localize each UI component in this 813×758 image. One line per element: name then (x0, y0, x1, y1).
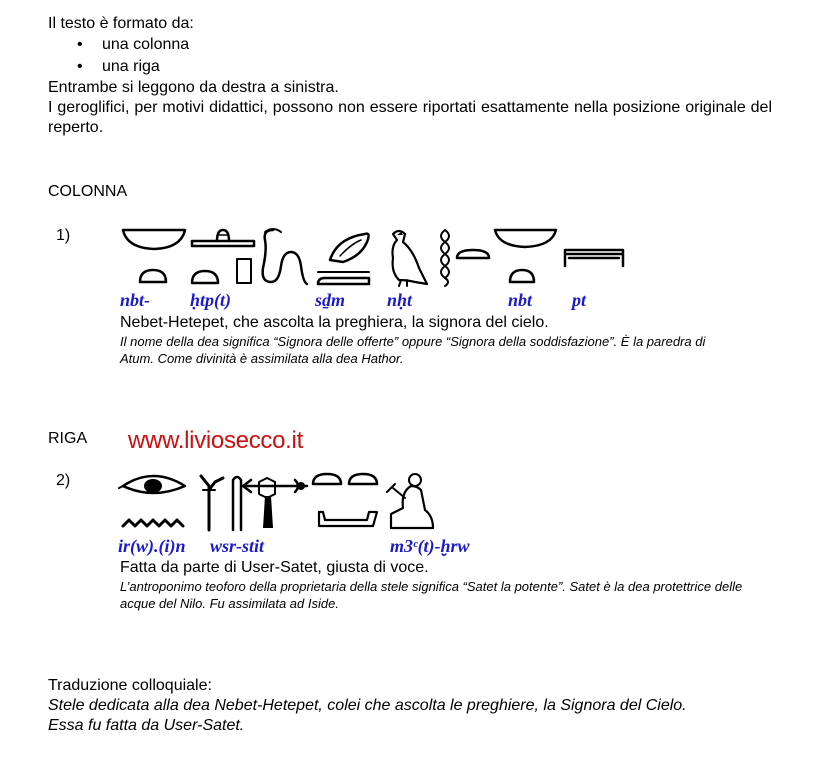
cobra-glyph (263, 229, 307, 284)
intro-note: I geroglifici, per motivi didattici, possono non essere riportati esattamente nella posizione originale del reperto. (48, 99, 772, 136)
intro-bullet: • una riga (102, 56, 772, 78)
ear-glyph (330, 234, 369, 262)
bread-loaf-glyph (510, 270, 534, 282)
sky-glyph (565, 250, 623, 266)
intro-section (48, 14, 772, 138)
translit-8: wsr-stit (210, 536, 265, 556)
row-note: L’antroponimo teoforo della proprietaria della stele significa “Satet la potente”. Satet è la dea protettrice delle acque del Nilo. Fu assimilata ad Iside. (120, 579, 743, 611)
translit-3: sḏm (315, 290, 346, 310)
twisted-flax-glyph (441, 230, 449, 286)
plinth-glyph (319, 512, 377, 526)
intro-list (48, 34, 772, 78)
translit-9: m3ᶜ(t)-ḫrw (390, 536, 470, 556)
translit-2: ḥtp(t) (190, 290, 232, 310)
translit-5: nbt (508, 290, 533, 310)
colloquial-line-1: Stele dedicata alla dea Nebet-Hetepet, colei che ascolta le preghiere, la Signora del Cielo. (48, 697, 687, 714)
sledge-glyph (318, 272, 369, 284)
row-heading: RIGA (48, 430, 88, 447)
colloquial-line-2: Essa fu fatta da User-Satet. (48, 717, 245, 734)
column-hieroglyphs (115, 222, 635, 294)
column-heading: COLONNA (48, 183, 128, 200)
seated-man-glyph (387, 474, 433, 528)
translit-6: pt (572, 290, 587, 310)
column-note: Il nome della dea significa “Signora delle offerte” oppure “Signora della soddisfazione”. È la paredra di Atum. Come divinità è assimilata alla dea Hathor. (120, 334, 706, 366)
bread-loaf-glyph (313, 474, 341, 484)
intro-direction: Entrambe si leggono da destra a sinistra. (48, 79, 339, 96)
translit-1: nbt- (120, 290, 151, 310)
water-ripple-glyph (123, 520, 183, 526)
website-watermark: www.liviosecco.it (128, 427, 303, 454)
translit-4: nḥt (387, 290, 413, 310)
bread-loaf-glyph (457, 250, 489, 258)
bread-loaf-glyph (140, 270, 166, 282)
basket-glyph (123, 230, 185, 249)
bread-loaf-glyph (349, 474, 377, 484)
column-translation: Nebet-Hetepet, che ascolta la preghiera, la signora del cielo. (120, 314, 549, 331)
colloquial-heading: Traduzione colloquiale: (48, 677, 212, 694)
row-number: 2) (56, 472, 71, 489)
eye-glyph (119, 476, 185, 493)
basket-glyph (495, 230, 556, 247)
colloquial-section (48, 676, 788, 736)
translit-7: ir(w).(i)n (118, 536, 186, 556)
intro-bullet: • una colonna (102, 34, 772, 56)
falcon-glyph (393, 231, 428, 286)
reed-glyph (233, 477, 241, 530)
column-number: 1) (56, 227, 71, 244)
row-translation: Fatta da parte di User-Satet, giusta di voce. (120, 559, 429, 576)
arrow-skin-glyph (243, 478, 307, 528)
intro-heading: Il testo è formato da: (48, 15, 194, 32)
row-hieroglyphs (115, 468, 445, 536)
offering-table-glyph (192, 230, 254, 283)
neck-glyph (201, 476, 223, 530)
